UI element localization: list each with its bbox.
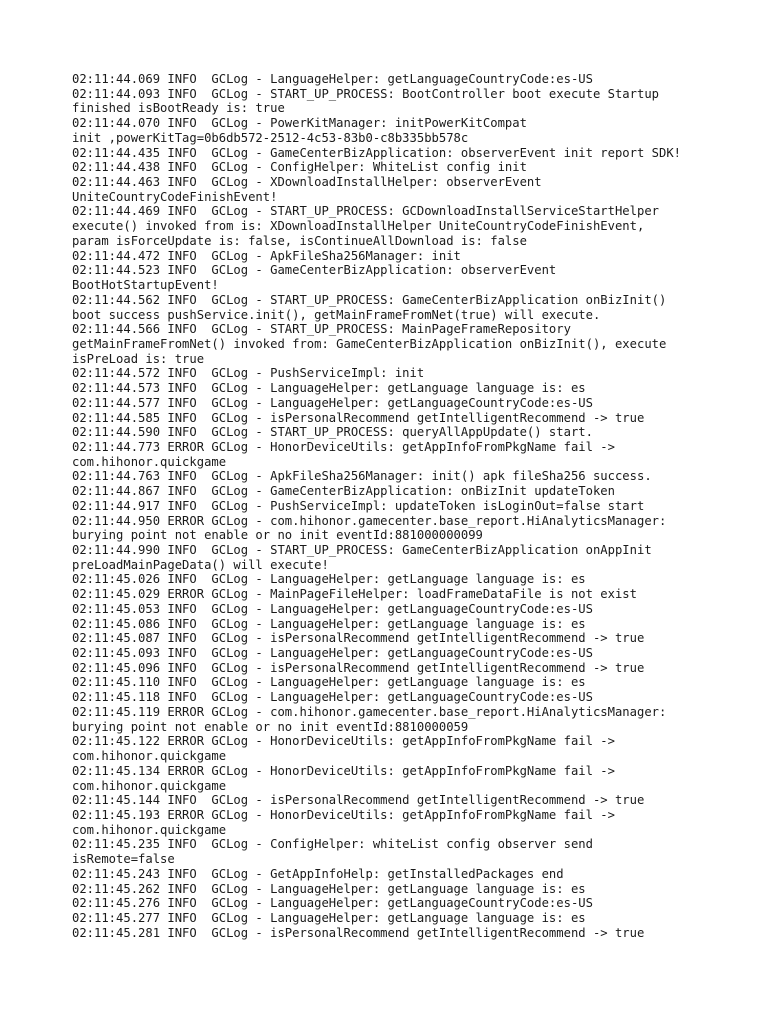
log-line: 02:11:45.243 INFO GCLog - GetAppInfoHelp: getInstalledPackages end (72, 866, 564, 881)
log-line: burying point not enable or no init eventId:8810000059 (72, 719, 469, 734)
log-line: 02:11:44.763 INFO GCLog - ApkFileSha256Manager: init() apk fileSha256 success. (72, 469, 652, 484)
log-line: 02:11:45.235 INFO GCLog - ConfigHelper: whiteList config observer send (72, 837, 593, 852)
log-line: burying point not enable or no init eventId:881000000099 (72, 528, 483, 543)
log-line: 02:11:45.096 INFO GCLog - isPersonalRecommend getIntelligentRecommend -> true (72, 660, 645, 675)
log-line: preLoadMainPageData() will execute! (72, 557, 329, 572)
log-line: 02:11:45.093 INFO GCLog - LanguageHelper: getLanguageCountryCode:es-US (72, 646, 593, 661)
log-line: UniteCountryCodeFinishEvent! (72, 189, 278, 204)
log-line: com.hihonor.quickgame (72, 749, 227, 764)
log-line: 02:11:45.276 INFO GCLog - LanguageHelper: getLanguageCountryCode:es-US (72, 896, 593, 911)
log-line: 02:11:44.093 INFO GCLog - START_UP_PROCESS: BootController boot execute Startup (72, 86, 659, 101)
log-line: 02:11:44.070 INFO GCLog - PowerKitManager: initPowerKitCompat (72, 116, 527, 131)
log-line: 02:11:44.585 INFO GCLog - isPersonalRecommend getIntelligentRecommend -> true (72, 410, 645, 425)
log-line: 02:11:45.110 INFO GCLog - LanguageHelper: getLanguage language is: es (72, 675, 586, 690)
log-line: 02:11:44.463 INFO GCLog - XDownloadInstallHelper: observerEvent (72, 175, 542, 190)
log-line: BootHotStartupEvent! (72, 278, 219, 293)
log-line: 02:11:45.193 ERROR GCLog - HonorDeviceUtils: getAppInfoFromPkgName fail -> (72, 807, 615, 822)
log-line: 02:11:44.990 INFO GCLog - START_UP_PROCESS: GameCenterBizApplication onAppInit (72, 543, 652, 557)
log-line: 02:11:45.026 INFO GCLog - LanguageHelper: getLanguage language is: es (72, 572, 586, 587)
log-line: 02:11:45.053 INFO GCLog - LanguageHelper: getLanguageCountryCode:es-US (72, 601, 593, 616)
log-line: 02:11:45.144 INFO GCLog - isPersonalRecommend getIntelligentRecommend -> true (72, 793, 645, 808)
log-line: 02:11:44.572 INFO GCLog - PushServiceImpl: init (72, 366, 425, 381)
log-line: 02:11:44.469 INFO GCLog - START_UP_PROCESS: GCDownloadInstallServiceStartHelper (72, 204, 659, 219)
log-line: 02:11:45.281 INFO GCLog - isPersonalRecommend getIntelligentRecommend -> true (72, 925, 645, 940)
log-line: 02:11:45.277 INFO GCLog - LanguageHelper: getLanguage language is: es (72, 910, 586, 925)
log-line: isPreLoad is: true (72, 351, 205, 366)
log-line: init ,powerKitTag=0b6db572-2512-4c53-83b0-c8b335bb578c (72, 130, 469, 145)
log-line: 02:11:45.134 ERROR GCLog - HonorDeviceUtils: getAppInfoFromPkgName fail -> (72, 763, 615, 778)
log-line: com.hihonor.quickgame (72, 822, 227, 837)
log-line: 02:11:44.523 INFO GCLog - GameCenterBizApplication: observerEvent (72, 263, 557, 278)
log-line: 02:11:45.119 ERROR GCLog - com.hihonor.gamecenter.base_report.HiAnalyticsManager: (72, 704, 667, 719)
log-line: execute() invoked from is: XDownloadInstallHelper UniteCountryCodeFinishEvent, (72, 219, 645, 234)
log-line: 02:11:44.590 INFO GCLog - START_UP_PROCESS: queryAllAppUpdate() start. (72, 425, 593, 440)
log-line: 02:11:45.122 ERROR GCLog - HonorDeviceUtils: getAppInfoFromPkgName fail -> (72, 734, 615, 749)
log-line: getMainFrameFromNet() invoked from: GameCenterBizApplication onBizInit(), execute (72, 336, 667, 351)
log-line: 02:11:45.086 INFO GCLog - LanguageHelper: getLanguage language is: es (72, 616, 586, 631)
log-line: boot success pushService.init(), getMainFrameFromNet(true) will execute. (72, 307, 601, 322)
log-line: 02:11:44.562 INFO GCLog - START_UP_PROCESS: GameCenterBizApplication onBizInit() (72, 292, 667, 307)
log-document (72, 72, 712, 940)
log-line: 02:11:45.118 INFO GCLog - LanguageHelper: getLanguageCountryCode:es-US (72, 690, 593, 705)
log-line: 02:11:44.577 INFO GCLog - LanguageHelper: getLanguageCountryCode:es-US (72, 395, 593, 410)
log-line: com.hihonor.quickgame (72, 454, 227, 469)
log-line: com.hihonor.quickgame (72, 778, 227, 793)
log-line: 02:11:44.472 INFO GCLog - ApkFileSha256Manager: init (72, 248, 461, 263)
log-line: isRemote=false (72, 852, 175, 867)
log-line: 02:11:44.069 INFO GCLog - LanguageHelper: getLanguageCountryCode:es-US (72, 72, 593, 86)
log-line: 02:11:44.566 INFO GCLog - START_UP_PROCESS: MainPageFrameRepository (72, 322, 571, 337)
log-line: 02:11:44.917 INFO GCLog - PushServiceImpl: updateToken isLoginOut=false start (72, 498, 645, 513)
log-line: 02:11:45.029 ERROR GCLog - MainPageFileHelper: loadFrameDataFile is not exist (72, 587, 637, 602)
log-line: 02:11:45.087 INFO GCLog - isPersonalRecommend getIntelligentRecommend -> true (72, 631, 645, 646)
log-line: param isForceUpdate is: false, isContinueAllDownload is: false (72, 233, 527, 248)
log-line: 02:11:44.435 INFO GCLog - GameCenterBizApplication: observerEvent init report SDK! (72, 145, 682, 160)
log-line: 02:11:44.773 ERROR GCLog - HonorDeviceUtils: getAppInfoFromPkgName fail -> (72, 439, 615, 454)
log-line: 02:11:44.438 INFO GCLog - ConfigHelper: WhiteList config init (72, 160, 527, 175)
log-line: finished isBootReady is: true (72, 101, 285, 116)
log-line: 02:11:45.262 INFO GCLog - LanguageHelper: getLanguage language is: es (72, 881, 586, 896)
log-line: 02:11:44.573 INFO GCLog - LanguageHelper: getLanguage language is: es (72, 381, 586, 396)
log-line: 02:11:44.950 ERROR GCLog - com.hihonor.gamecenter.base_report.HiAnalyticsManager: (72, 513, 667, 528)
log-line: 02:11:44.867 INFO GCLog - GameCenterBizApplication: onBizInit updateToken (72, 484, 615, 499)
